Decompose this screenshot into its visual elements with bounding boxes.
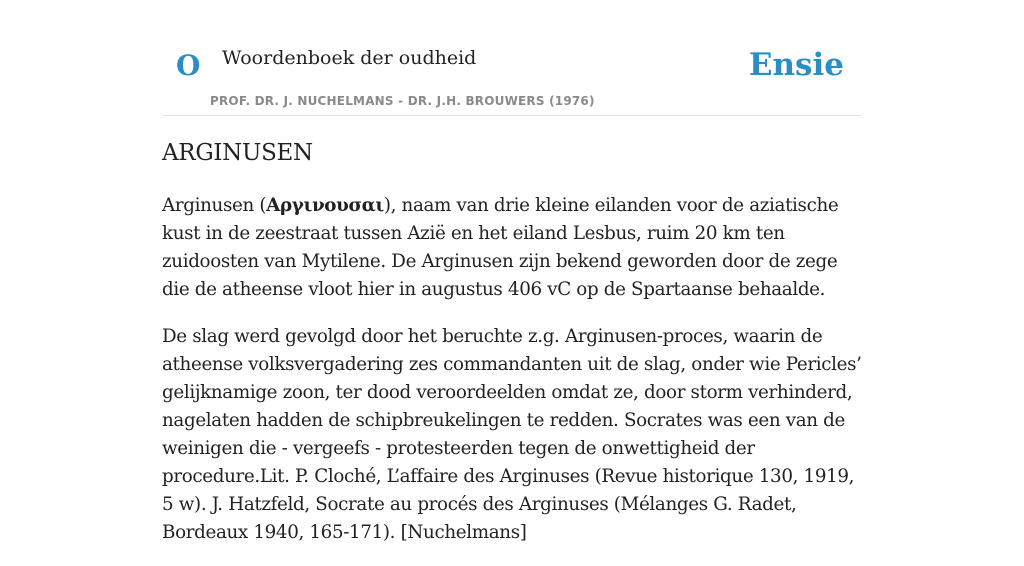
entry-paragraph-2: De slag werd gevolgd door het beruchte z.g. Arginusen-proces, waarin de atheense volksvergadering zes commandanten uit de slag, onder wie Pericles’ gelijknamige zoon, ter dood veroordeelden omdat ze, door storm verhinderd, nagelaten hadden de schipbreukelingen te redden. Socrates was een van de weinigen die - vergeefs - protesteerden tegen de onwettigheid der procedure.Lit. P. Cloché, L’affaire des Arginuses (Revue historique 130, 1919, 5 w). J. Hatzfeld, Socrate au procés des Arginuses (Mélanges G. Radet, Bordeaux 1940, 165-171). [Nuchelmans] bbox=[162, 326, 862, 543]
greek-term: Αργινουσαι bbox=[266, 195, 384, 216]
entry-paragraph-1 bbox=[162, 192, 862, 304]
entry-paragraph-1-start: Arginusen ( bbox=[162, 195, 267, 216]
book-title[interactable]: Woordenboek der oudheid bbox=[222, 47, 477, 69]
page bbox=[162, 0, 862, 543]
entry-title: ARGINUSEN bbox=[162, 140, 313, 166]
entry-paragraph-1-rest: ), naam van drie kleine eilanden voor de aziatische kust in de zeestraat tussen Azië en het eiland Lesbus, ruim 20 km ten zuidoosten van Mytilene. De Arginusen zijn bekend geworden door de zege die de atheense vloot hier in augustus 406 vC op de Spartaanse behaalde. bbox=[162, 195, 839, 300]
letter-index[interactable]: O bbox=[176, 49, 201, 82]
header bbox=[162, 40, 862, 116]
book-authors: PROF. DR. J. NUCHELMANS - DR. J.H. BROUWERS (1976) bbox=[210, 94, 595, 108]
entry-body bbox=[162, 192, 862, 566]
ensie-logo[interactable]: Ensie bbox=[748, 47, 844, 83]
